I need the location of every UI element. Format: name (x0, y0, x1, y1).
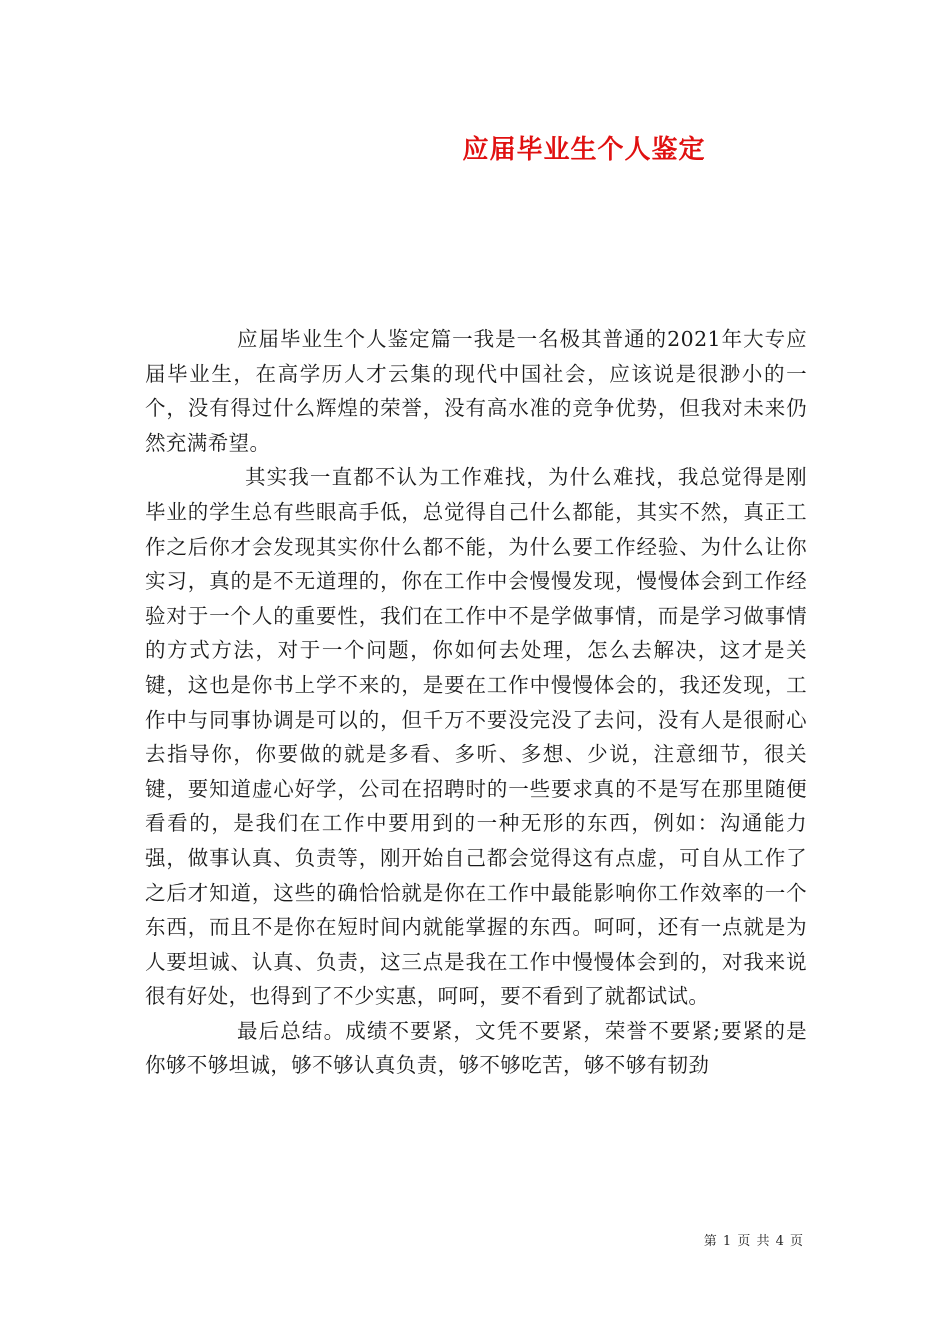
paragraph-2: 其实我一直都不认为工作难找，为什么难找，我总觉得是刚毕业的学生总有些眼高手低，总觉得自己什么都能，其实不然，真正工作之后你才会发现其实你什么都不能，为什么要工作经验、为什么让你实习，真的是不无道理的，你在工作中会慢慢发现，慢慢体会到工作经验对于一个人的重要性，我们在工作中不是学做事情，而是学习做事情的方式方法，对于一个问题，你如何去处理，怎么去解决，这才是关键，这也是你书上学不来的，是要在工作中慢慢体会的，我还发现，工作中与同事协调是可以的，但千万不要没完没了去问，没有人是很耐心去指导你，你要做的就是多看、多听、多想、少说，注意细节，很关键，要知道虚心好学，公司在招聘时的一些要求真的不是写在那里随便看看的，是我们在工作中要用到的一种无形的东西，例如：沟通能力强，做事认真、负责等，刚开始自己都会觉得这有点虚，可自从工作了之后才知道，这些的确恰恰就是你在工作中最能影响你工作效率的一个东西，而且不是你在短时间内就能掌握的东西。呵呵，还有一点就是为人要坦诚、认真、负责，这三点是我在工作中慢慢体会到的，对我来说很有好处，也得到了不少实惠，呵呵，要不看到了就都试试。 (145, 465, 807, 1009)
paragraph-3: 最后总结。成绩不要紧，文凭不要紧，荣誉不要紧;要紧的是你够不够坦诚，够不够认真负责，够不够吃苦，够不够有韧劲 (145, 1018, 807, 1078)
document-title: 应届毕业生个人鉴定 (462, 135, 706, 165)
paragraph-1: 应届毕业生个人鉴定篇一我是一名极其普通的2021年大专应届毕业生，在高学历人才云集的现代中国社会，应该说是很渺小的一个，没有得过什么辉煌的荣誉，没有高水准的竞争优势，但我对未来仍然充满希望。 (145, 327, 807, 455)
page-number-footer: 第 1 页 共 4 页 (703, 1234, 804, 1249)
document-body (145, 322, 807, 1083)
